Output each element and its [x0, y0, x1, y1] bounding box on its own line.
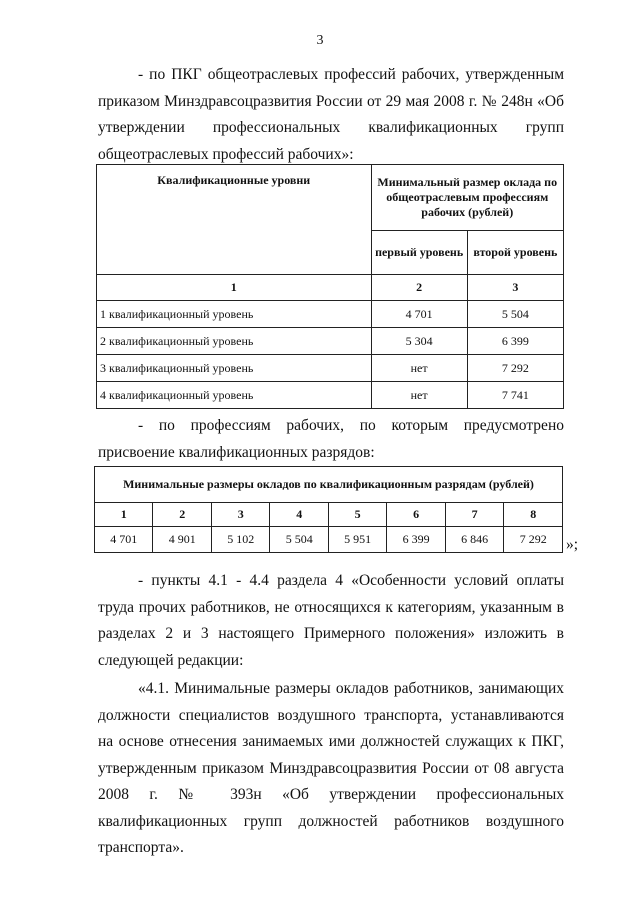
- table-row: [95, 527, 563, 553]
- second-level-value: 7 741: [467, 382, 563, 409]
- header-second-level: второй уровень: [467, 231, 563, 275]
- table-general-professions: [96, 164, 564, 409]
- qualification-level-label: 4 квалификационный уровень: [97, 382, 372, 409]
- grade-salary-value: 6 846: [445, 527, 503, 553]
- header-grade-salaries: Минимальные размеры окладов по квалификационным разрядам (рублей): [95, 467, 563, 503]
- column-number: 1: [97, 275, 372, 301]
- grade-number: 2: [153, 503, 211, 527]
- page-number: 3: [316, 33, 324, 48]
- grade-salary-value: 4 901: [153, 527, 211, 553]
- table-closing-quote: »;: [566, 536, 579, 553]
- qualification-level-label: 2 квалификационный уровень: [97, 328, 372, 355]
- column-number: 3: [467, 275, 563, 301]
- qualification-level-label: 1 квалификационный уровень: [97, 301, 372, 328]
- grade-salary-value: 4 701: [95, 527, 153, 553]
- table-grade-salaries: [94, 466, 563, 553]
- grade-salary-value: 7 292: [504, 527, 563, 553]
- grade-salary-value: 6 399: [387, 527, 445, 553]
- table-row: [97, 301, 564, 328]
- grade-number: 4: [270, 503, 328, 527]
- column-number: 2: [371, 275, 467, 301]
- paragraph-4-1-air-transport: «4.1. Минимальные размеры окладов работников, занимающих должности специалистов воздушного транспорта, устанавливаются на основе отнесения занимаемых ими должностей служащих к ПКГ, утвержденным приказом Минздравсоцразвития России от 08 августа 2008 г. № 393н «Об утверждении профессиональных квалификационных групп должностей работников воздушного транспорта».: [98, 680, 564, 856]
- paragraph-grade-professions: - по профессиям рабочих, по которым предусмотрено присвоение квалификационных разрядов:: [98, 417, 564, 461]
- first-level-value: нет: [371, 382, 467, 409]
- header-min-salary: Минимальный размер оклада по общеотраслевым профессиям рабочих (рублей): [371, 165, 563, 231]
- first-level-value: 5 304: [371, 328, 467, 355]
- table-row: [97, 328, 564, 355]
- header-qualification-levels: Квалификационные уровни: [97, 165, 372, 275]
- grade-number: 3: [211, 503, 269, 527]
- second-level-value: 6 399: [467, 328, 563, 355]
- grade-salary-value: 5 951: [328, 527, 386, 553]
- grade-number: 1: [95, 503, 153, 527]
- grade-salary-value: 5 102: [211, 527, 269, 553]
- grade-number: 7: [445, 503, 503, 527]
- header-first-level: первый уровень: [371, 231, 467, 275]
- second-level-value: 5 504: [467, 301, 563, 328]
- qualification-level-label: 3 квалификационный уровень: [97, 355, 372, 382]
- table-row: [97, 382, 564, 409]
- second-level-value: 7 292: [467, 355, 563, 382]
- grade-number: 8: [504, 503, 563, 527]
- grade-number: 6: [387, 503, 445, 527]
- grade-salary-value: 5 504: [270, 527, 328, 553]
- first-level-value: 4 701: [371, 301, 467, 328]
- paragraph-section-4-amendment: - пункты 4.1 - 4.4 раздела 4 «Особенности условий оплаты труда прочих работников, не относящихся к категориям, указанным в разделах 2 и 3 настоящего Примерного положения» изложить в следующей редакции:: [98, 572, 564, 669]
- grade-number: 5: [328, 503, 386, 527]
- first-level-value: нет: [371, 355, 467, 382]
- paragraph-pkg-workers: - по ПКГ общеотраслевых профессий рабочих, утвержденным приказом Минздравсоцразвития России от 29 мая 2008 г. № 248н «Об утверждении профессиональных квалификационных групп общеотраслевых профессий рабочих»:: [98, 66, 564, 163]
- table-row: [97, 355, 564, 382]
